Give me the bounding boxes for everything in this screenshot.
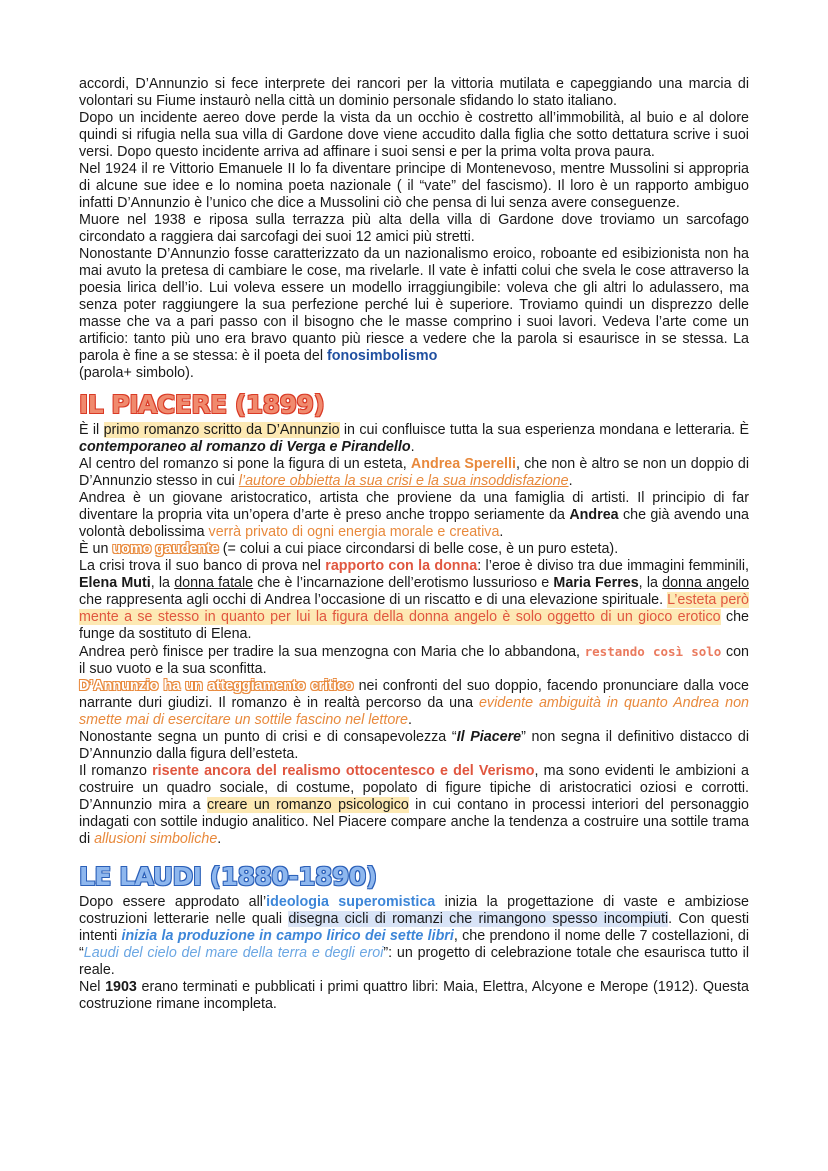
name-maria-ferres: Maria Ferres bbox=[553, 575, 639, 591]
text-run: che rappresenta agli occhi di Andrea l’occasione di un riscatto e di una elevazione spirituale. bbox=[79, 592, 668, 608]
emphasis-restando-solo: restando così solo bbox=[584, 644, 722, 659]
text-run: , che non è altro se non un doppio di D’Annunzio stesso in cui bbox=[79, 456, 749, 489]
piacere-paragraph-1 bbox=[79, 422, 749, 456]
text-run: . bbox=[499, 524, 504, 540]
text-run: È il bbox=[79, 422, 104, 438]
intro-paragraph-incidente: Dopo un incidente aereo dove perde la vista da un occhio è costretto all’immobilità, al buio e al dolore quindi si rifugia nella sua villa di Gardone dove viene accudito dalla figlia che sotto dettatura scrive i suoi versi. Dopo questo incidente arriva ad affinare i suoi sensi e per la prima volta prova paura. bbox=[79, 110, 749, 160]
piacere-paragraph-5 bbox=[79, 558, 749, 643]
section-heading-piacere: IL PIACERE (1899) bbox=[79, 390, 325, 419]
text-run: . bbox=[407, 712, 412, 728]
text-run: ” non segna il definitivo distacco di D’Annunzio dalla figura dell’esteta. bbox=[79, 729, 749, 762]
highlight-romanzo-psicologico: creare un romanzo psicologico bbox=[206, 797, 409, 813]
document-page bbox=[79, 76, 749, 1013]
year-1903: 1903 bbox=[105, 979, 137, 995]
text-run: che funge da sostituto di Elena. bbox=[79, 609, 749, 642]
text-run: Nel bbox=[79, 979, 106, 995]
highlight-primo-romanzo: primo romanzo scritto da D’Annunzio bbox=[103, 422, 340, 438]
text-run: (= colui a cui piace circondarsi di belle cose, è un puro esteta). bbox=[218, 541, 619, 557]
text-run: : l’eroe è diviso tra due immagini femminili, bbox=[477, 558, 749, 574]
title-laudi: Laudi del cielo del mare della terra e degli eroi bbox=[83, 945, 384, 961]
section-heading-laudi: LE LAUDI (1880-1890) bbox=[79, 862, 377, 891]
text-run: , la bbox=[638, 575, 663, 591]
laudi-paragraph-1 bbox=[79, 894, 749, 979]
text-run: che è l’incarnazione dell’erotismo lussurioso e bbox=[253, 575, 554, 591]
text-run: erano terminati e pubblicati i primi quattro libri: Maia, Elettra, Alcyone e Merope (1912). Questa costruzione rimane incompleta. bbox=[79, 979, 749, 1012]
name-andrea-sperelli: Andrea Sperelli bbox=[410, 456, 516, 472]
text-run: La crisi trova il suo banco di prova nel bbox=[79, 558, 326, 574]
emphasis-sette-libri: inizia la produzione in campo lirico dei sette libri bbox=[121, 928, 454, 944]
piacere-paragraph-7 bbox=[79, 678, 749, 729]
text-run: in cui contano in processi interiori del personaggio indagati con sottile indugio analitico. Nel Piacere compare anche la tendenza a costruire una sottile trama di bbox=[79, 797, 749, 847]
text-run: che già avendo una volontà debolissima bbox=[79, 507, 749, 540]
piacere-paragraph-8 bbox=[79, 729, 749, 763]
term-ideologia-superomistica: ideologia superomistica bbox=[266, 894, 436, 910]
piacere-paragraph-4 bbox=[79, 541, 749, 558]
text-run: (parola+ simbolo). bbox=[79, 365, 194, 381]
text-run: Il romanzo bbox=[79, 763, 153, 779]
text-run: in cui confluisce tutta la sua esperienza mondana e letteraria. È bbox=[339, 422, 749, 438]
piacere-paragraph-3 bbox=[79, 490, 749, 541]
term-donna-fatale: donna fatale bbox=[174, 575, 254, 591]
text-run: . bbox=[568, 473, 573, 489]
intro-paragraph-morte: Muore nel 1938 e riposa sulla terrazza più alta della villa di Gardone dove troviamo un sarcofago circondato a raggiera dai sarcofagi dei suoi 12 amici più stretti. bbox=[79, 212, 749, 245]
name-andrea: Andrea bbox=[569, 507, 619, 523]
text-run: Al centro del romanzo si pone la figura di un esteta, bbox=[79, 456, 411, 472]
text-run: inizia la progettazione di vaste e ambiziose costruzioni letterarie nelle quali bbox=[79, 894, 749, 927]
text-run: Andrea però finisce per tradire la sua menzogna con Maria che lo abbandona, bbox=[79, 644, 585, 660]
emphasis-ambiguita: evidente ambiguità in quanto Andrea non smette mai di esercitare un sottile fascino nel lettore bbox=[79, 695, 750, 728]
intro-paragraph-1924: Nel 1924 il re Vittorio Emanuele II lo fa diventare principe di Montenevoso, mentre Mussolini si appropria di alcune sue idee e lo nomina poeta nazionale ( il “vate” del fascismo). Il loro è un rapporto ambiguo infatti D’Annunzio è l’unico che dice a Mussolini ciò che pensa di lui senza avere conseguenze. bbox=[79, 161, 749, 211]
term-fonosimbolismo: fonosimbolismo bbox=[326, 348, 438, 364]
piacere-paragraph-6 bbox=[79, 643, 749, 678]
text-run: con il suo vuoto e la sua sconfitta. bbox=[79, 644, 749, 677]
text-run: È un bbox=[79, 541, 113, 557]
laudi-paragraph-2 bbox=[79, 979, 749, 1013]
emphasis-rapporto-donna: rapporto con la donna bbox=[325, 558, 478, 574]
name-elena-muti: Elena Muti bbox=[79, 575, 151, 591]
emphasis-atteggiamento-critico: D’Annunzio ha un atteggiamento critico bbox=[79, 678, 354, 694]
emphasis-crisi: l’autore obbietta la sua crisi e la sua insoddisfazione bbox=[238, 473, 569, 489]
emphasis-energia: verrà privato di ogni energia morale e creativa bbox=[208, 524, 500, 540]
title-il-piacere: Il Piacere bbox=[456, 729, 522, 745]
text-run: Andrea è un giovane aristocratico, artista che proviene da una famiglia di artisti. Il principio di far diventare la propria vita un’opera d’arte è preso anche troppo seriamente da bbox=[79, 490, 749, 523]
intro-paragraph-fiume: accordi, D’Annunzio si fece interprete dei rancori per la vittoria mutilata e capeggiando una marcia di volontari su Fiume instaurò nella città un dominio personale sfidando lo stato italiano. bbox=[79, 76, 749, 109]
text-run: . Con questi intenti bbox=[79, 911, 749, 944]
emphasis-allusioni: allusioni simboliche bbox=[94, 831, 218, 847]
highlight-cicli-romanzi: disegna cicli di romanzi che rimangono spesso incompiuti bbox=[288, 911, 669, 927]
text-run: , che prendono il nome delle 7 costellazioni, di “ bbox=[79, 928, 749, 961]
highlight-esteta-mente: L’esteta però mente a se stesso in quanto per lui la figura della donna angelo è solo oggetto di un gioco erotico bbox=[79, 592, 749, 625]
text-run: Nonostante D’Annunzio fosse caratterizzato da un nazionalismo eroico, roboante ed esibizionista non ha mai avuto la pretesa di cambiare le cose, ma rivelarle. Il vate è infatti colui che svela le cose attraverso la poesia lirica dell’io. Lui voleva essere un modello irraggiungibile: voleva che gli altri lo adulassero, ma senza poter raggiungere la sua perfezione perché lui è superiore. Troviamo quindi un disprezzo delle masse che va a pari passo con il bisogno che le masse comprino i suoi lavori. Vedeva l’arte come un artificio: tanto più uno era bravo quanto più riesce a vedere che la parola si esaurisce in se stessa. La parola è fine a se stessa: è il poeta del bbox=[79, 246, 749, 364]
text-run: Dopo essere approdato all’ bbox=[79, 894, 267, 910]
intro-paragraph-vate bbox=[79, 246, 749, 382]
text-run: Nonostante segna un punto di crisi e di consapevolezza “ bbox=[79, 729, 457, 745]
emphasis-contemporaneo: contemporaneo al romanzo di Verga e Pirandello bbox=[79, 439, 411, 455]
term-donna-angelo: donna angelo bbox=[662, 575, 750, 591]
text-run: nei confronti del suo doppio, facendo pronunciare dalla voce narrante duri giudizi. Il romanzo è in realtà percorso da una bbox=[79, 678, 749, 711]
text-run: , la bbox=[150, 575, 175, 591]
text-run: . bbox=[410, 439, 415, 455]
term-uomo-gaudente: uomo gaudente bbox=[112, 541, 219, 557]
piacere-paragraph-2 bbox=[79, 456, 749, 490]
text-run: , ma sono evidenti le ambizioni a costruire un quadro sociale, di costume, popolato di figure tipiche di aristocratici oziosi e corrotti. D’Annunzio mira a bbox=[79, 763, 750, 813]
text-run: ”: un progetto di celebrazione totale che esaurisca tutto il reale. bbox=[79, 945, 749, 978]
emphasis-realismo: risente ancora del realismo ottocentesco e del Verismo bbox=[152, 763, 535, 779]
piacere-paragraph-9 bbox=[79, 763, 749, 848]
text-run: . bbox=[217, 831, 222, 847]
